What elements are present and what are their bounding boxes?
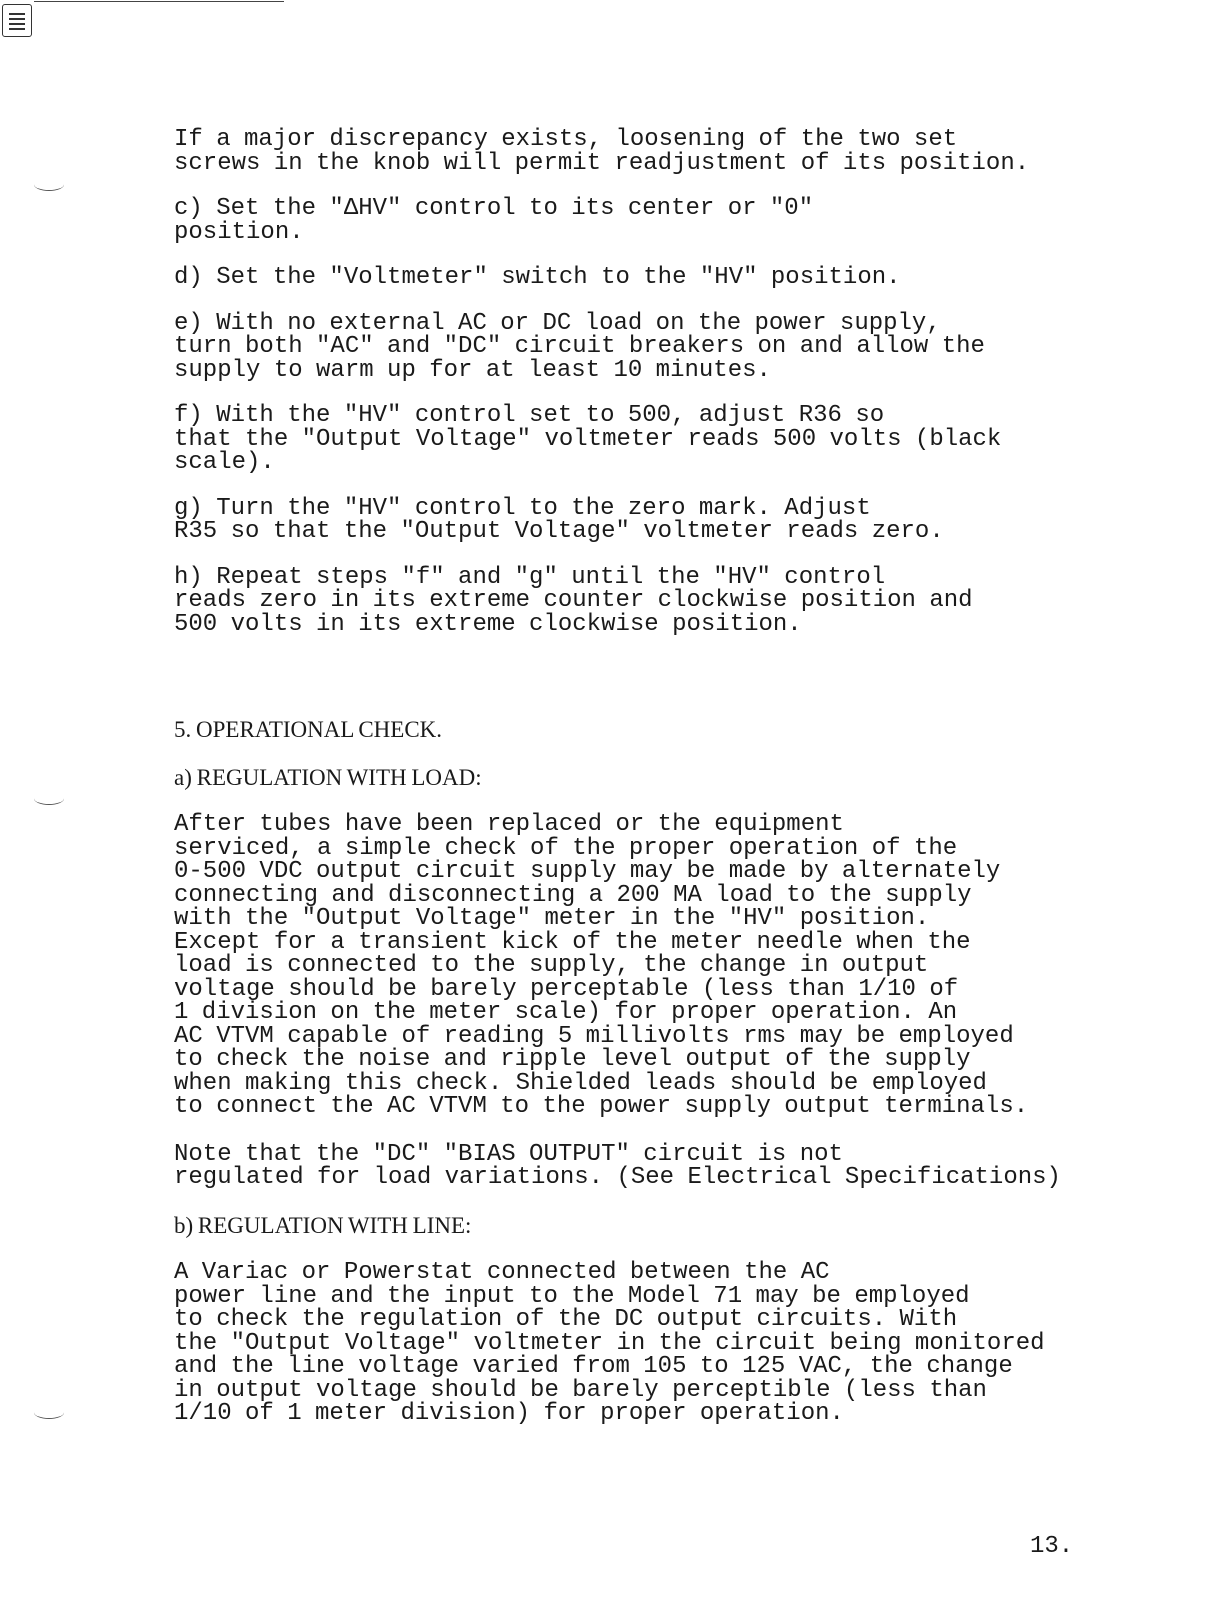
intro-paragraph: If a major discrepancy exists, loosening of the two set screws in the knob will permit readjustment of its position. <box>174 126 1030 177</box>
step-h: h) Repeat steps "f" and "g" until the "HV" control reads zero in its extreme counter clockwise position and 500 volts in its extreme clockwise position. <box>174 563 973 638</box>
subsection-a-paragraph: After tubes have been replaced or the equipment serviced, a simple check of the proper operation of the 0-500 VDC output circuit supply may be made by alternately connecting and disconnecting a 200 MA load to the supply with the "Output Voltage" meter in the "HV" position. Except for a transient kick of the meter needle when the load is connected to the supply, the change in output voltage should be barely perceptable (less than 1/10 of 1 division on the meter scale) for proper operation. An AC VTVM capable of reading 5 millivolts rms may be employed to check the noise and ripple level output of the supply when making this check. Shielded leads should be employed to connect the AC VTVM to the power supply output terminals. <box>174 811 1029 1120</box>
step-d: d) Set the "Voltmeter" switch to the "HV" position. <box>174 264 901 291</box>
menu-lines-icon[interactable] <box>2 4 32 37</box>
document-page <box>174 128 1074 1426</box>
step-f: f) With the "HV" control set to 500, adjust R36 so that the "Output Voltage" voltmeter reads 500 volts (black scale). <box>174 402 1002 476</box>
subsection-a-heading: a) REGULATION WITH LOAD: <box>174 764 482 790</box>
binding-mark <box>34 1406 64 1419</box>
binding-mark <box>34 178 64 191</box>
section-heading: 5. OPERATIONAL CHECK. <box>174 717 443 742</box>
subsection-b-heading: b) REGULATION WITH LINE: <box>174 1212 472 1238</box>
subsection-a-note: Note that the "DC" "BIAS OUTPUT" circuit is not regulated for load variations. (See Electrical Specifications) <box>174 1140 1061 1191</box>
subsection-b-paragraph: A Variac or Powerstat connected between the AC power line and the input to the Model 71 may be employed to check the regulation of the DC output circuits. With the "Output Voltage" voltmeter in the circuit being monitored and the line voltage varied from 105 to 125 VAC, the change in output voltage should be barely perceptible (less than 1/10 of 1 meter division) for proper operation. <box>174 1259 1045 1427</box>
binding-mark <box>34 792 64 805</box>
page-number: 13. <box>1030 1533 1074 1560</box>
step-e: e) With no external AC or DC load on the power supply, turn both "AC" and "DC" circuit breakers on and allow the supply to warm up for at least 10 minutes. <box>174 309 985 384</box>
page-edge-line <box>34 1 284 2</box>
step-c: c) Set the "ΔHV" control to its center or "0" position. <box>174 195 814 246</box>
step-g: g) Turn the "HV" control to the zero mark. Adjust R35 so that the "Output Voltage" voltmeter reads zero. <box>174 494 944 545</box>
